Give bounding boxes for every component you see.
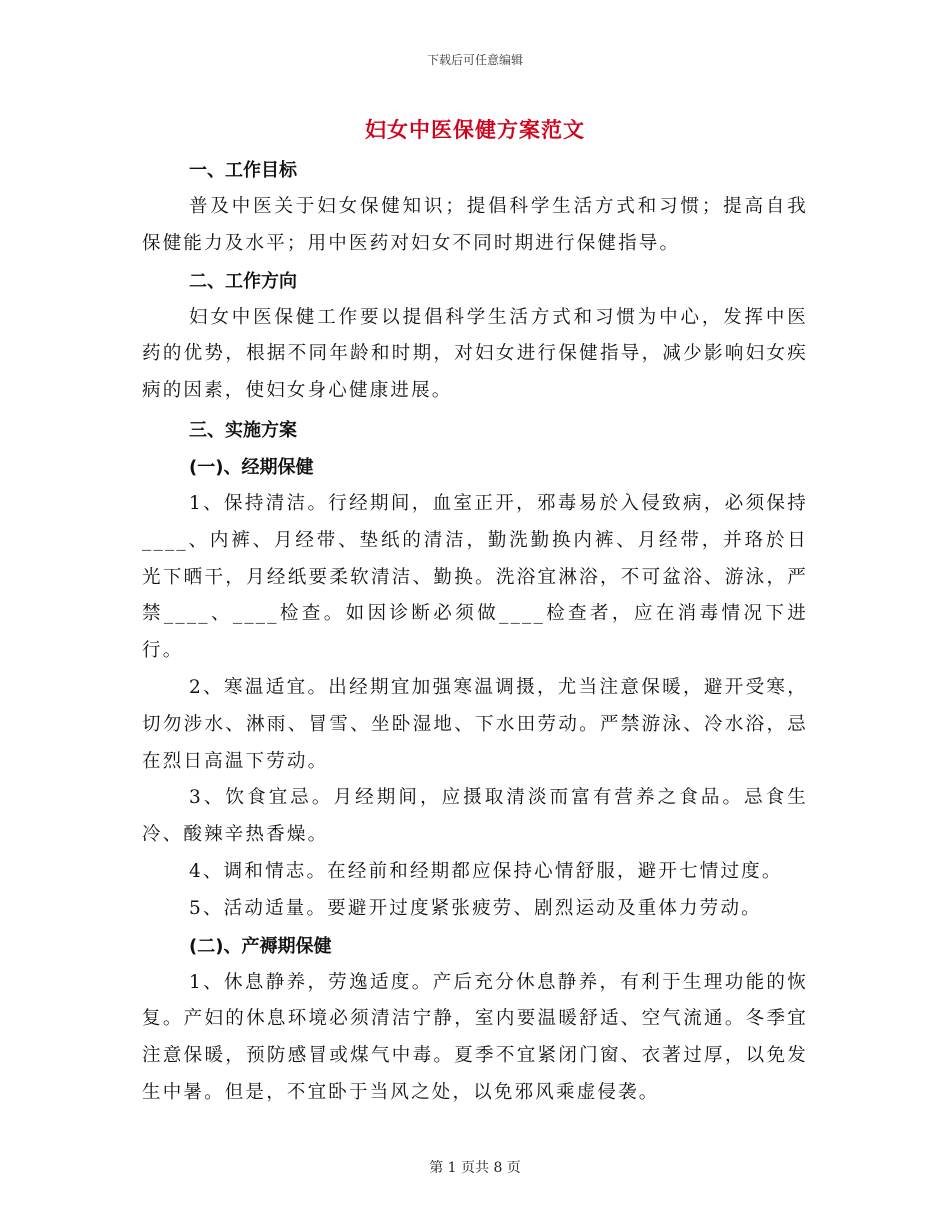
paragraph: 4、调和情志。在经前和经期都应保持心情舒服，避开七情过度。	[189, 860, 783, 882]
subsection-heading: (一)、经期保健	[189, 456, 314, 478]
paragraph: 妇女中医保健工作要以提倡科学生活方式和习惯为中心，发挥中医药的优势，根据不同年龄和时期，对妇女进行保健指导，减少影响妇女疾病的因素，使妇女身心健康进展。	[142, 306, 808, 402]
page-footer: 第 1 页共 8 页	[429, 1160, 521, 1176]
paragraph: 5、活动适量。要避开过度紧张疲劳、剧烈运动及重体力劳动。	[189, 897, 762, 919]
section-heading: 一、工作目标	[189, 160, 297, 181]
paragraph: 1、休息静养，劳逸适度。产后充分休息静养，有利于生理功能的恢复。产妇的休息环境必须清洁宁静，室内要温暖舒适、空气流通。冬季宜注意保暖，预防感冒或煤气中毒。夏季不宜紧闭门窗、衣著过厚，以免发生中暑。但是，不宜卧于当风之处，以免邪风乘虚侵袭。	[142, 971, 808, 1103]
document-body	[142, 112, 808, 1112]
section-heading: 三、实施方案	[189, 419, 297, 441]
paragraph: 1、保持清洁。行经期间，血室正开，邪毒易於入侵致病，必须保持____、内裤、月经带、垫纸的清洁，勤洗勤换内裤、月经带，并珞於日光下晒干，月经纸要柔软清洁、勤换。洗浴宜淋浴，不可盆浴、游泳，严禁____、____检查。如因诊断必须做____检查者，应在消毒情况下进行。	[142, 492, 808, 662]
paragraph: 普及中医关于妇女保健知识；提倡科学生活方式和习惯；提高自我保健能力及水平；用中医药对妇女不同时期进行保健指导。	[142, 196, 808, 254]
document-title: 妇女中医保健方案范文	[365, 117, 585, 142]
paragraph: 3、饮食宜忌。月经期间，应摄取清淡而富有营养之食品。忌食生冷、酸辣辛热香燥。	[142, 787, 808, 846]
paragraph: 2、寒温适宜。出经期宜加强寒温调摄，尤当注意保暖，避开受寒，切勿涉水、淋雨、冒雪、坐卧湿地、下水田劳动。严禁游泳、冷水浴，忌在烈日高温下劳动。	[142, 676, 808, 772]
page-header: 下载后可任意编辑	[426, 53, 523, 67]
section-heading: 二、工作方向	[189, 270, 297, 292]
subsection-heading: (二)、产褥期保健	[189, 935, 332, 957]
